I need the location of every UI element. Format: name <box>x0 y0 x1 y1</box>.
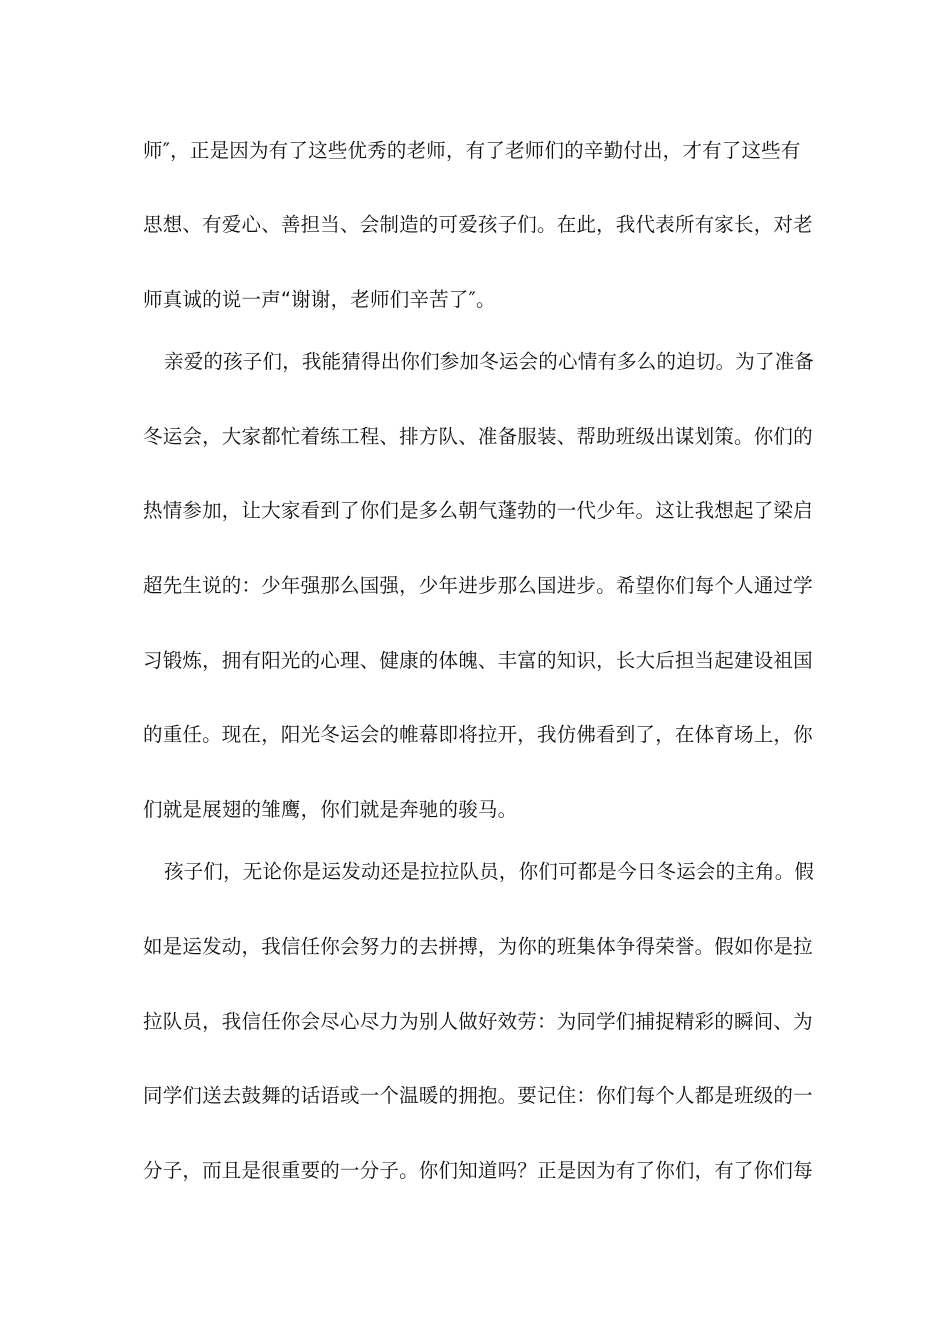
text-line: 的重任。现在，阳光冬运会的帷幕即将拉开，我仿佛看到了，在体育场上，你 <box>143 723 813 746</box>
paragraph-first-line: 孩子们，无论你是运发动还是拉拉队员，你们可都是今日冬运会的主角。假 <box>164 860 815 883</box>
text-line: 们就是展翅的雏鹰，你们就是奔驰的骏马。 <box>143 798 518 821</box>
text-line: 师″，正是因为有了这些优秀的老师，有了老师们的辛勤付出，才有了这些有 <box>143 139 801 162</box>
text-line: 热情参加，让大家看到了你们是多么朝气蓬勃的一代少年。这让我想起了梁启 <box>143 499 813 522</box>
text-line: 冬运会，大家都忙着练工程、排方队、准备服装、帮助班级出谋划策。你们的 <box>143 425 813 448</box>
text-line: 分子，而且是很重要的一分子。你们知道吗？正是因为有了你们，有了你们每 <box>143 1159 813 1182</box>
text-line: 超先生说的：少年强那么国强，少年进步那么国进步。希望你们每个人通过学 <box>143 574 813 597</box>
text-line: 同学们送去鼓舞的话语或一个温暖的拥抱。要记住：你们每个人都是班级的一 <box>143 1084 813 1107</box>
text-line: 思想、有爱心、善担当、会制造的可爱孩子们。在此，我代表所有家长，对老 <box>143 213 813 236</box>
text-line: 如是运发动，我信任你会努力的去拼搏，为你的班集体争得荣誉。假如你是拉 <box>143 935 813 958</box>
paragraph-first-line: 亲爱的孩子们，我能猜得出你们参加冬运会的心情有多么的迫切。为了准备 <box>164 350 815 373</box>
text-line: 习锻炼，拥有阳光的心理、健康的体魄、丰富的知识，长大后担当起建设祖国 <box>143 649 813 672</box>
text-line: 拉队员，我信任你会尽心尽力为别人做好效劳：为同学们捕捉精彩的瞬间、为 <box>143 1010 813 1033</box>
text-line: 师真诚的说一声“谢谢，老师们辛苦了″。 <box>143 288 496 311</box>
